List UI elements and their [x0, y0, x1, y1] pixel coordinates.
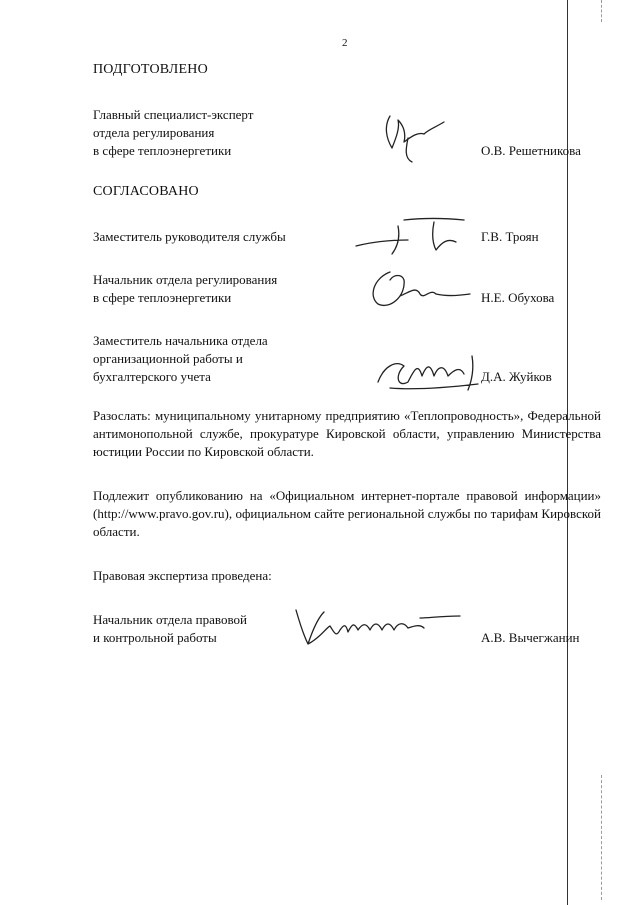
signature-troyan: [352, 210, 472, 260]
signer-position-line: бухгалтерского учета: [93, 369, 211, 384]
signature-obukhova: [366, 266, 476, 312]
signer-name: Д.А. Жуйков: [481, 369, 552, 384]
legal-signer-position-line: и контрольной работы: [93, 630, 217, 645]
signer-position-line: Начальник отдела регулирования: [93, 272, 278, 287]
legal-signer-position-line: Начальник отдела правовой: [93, 612, 247, 627]
prepared-position-line: Главный специалист-эксперт: [93, 107, 254, 122]
signature-vychegzhanin: [290, 604, 470, 650]
signer-position-line: Заместитель руководителя службы: [93, 229, 286, 244]
page-number: 2: [342, 37, 348, 49]
prepared-position-line: отдела регулирования: [93, 125, 215, 140]
signer-position-line: в сфере теплоэнергетики: [93, 290, 232, 305]
prepared-name: О.В. Решетникова: [481, 143, 581, 158]
prepared-position-line: в сфере теплоэнергетики: [93, 143, 232, 158]
legal-review-label: Правовая экспертиза проведена:: [93, 568, 272, 583]
signature-reshetnikova: [378, 108, 458, 168]
publication-paragraph: Подлежит опубликованию на «Официальном интернет-портале правовой информации» (http://www.pravo.gov.ru), официальном сайте региональной службы по тарифам Кировской области.: [93, 488, 601, 539]
signature-zhuikov: [374, 348, 484, 394]
signer-position-line: Заместитель начальника отдела: [93, 333, 268, 348]
scan-dashed-edge-bottom: [601, 775, 603, 900]
scan-dashed-edge-top: [601, 0, 603, 22]
signer-name: Н.Е. Обухова: [481, 290, 555, 305]
signer-position-line: организационной работы и: [93, 351, 243, 366]
distribution-paragraph: Разослать: муниципальному унитарному предприятию «Теплопроводность», Федеральной антимонопольной службе, прокуратуре Кировской области, управлению Министерства юстиции России по Кировской области.: [93, 408, 601, 459]
legal-signer-name: А.В. Вычегжанин: [481, 630, 580, 645]
agreed-heading: СОГЛАСОВАНО: [93, 184, 199, 199]
signer-name: Г.В. Троян: [481, 229, 539, 244]
prepared-heading: ПОДГОТОВЛЕНО: [93, 62, 208, 77]
